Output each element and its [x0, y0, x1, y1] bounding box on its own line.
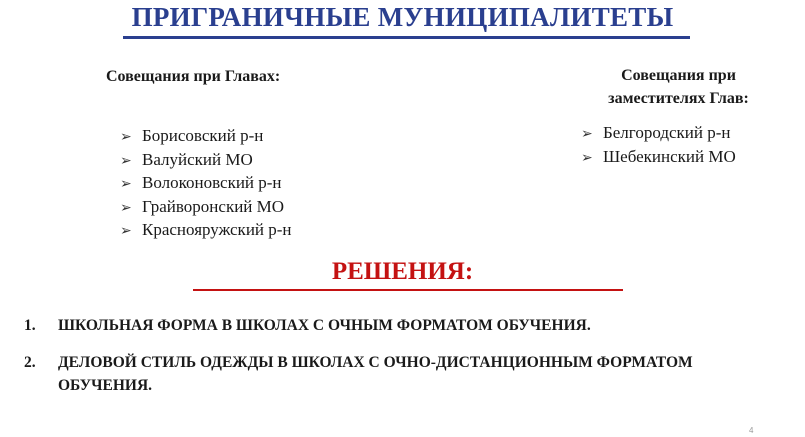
decisions-title: РЕШЕНИЯ: — [331, 258, 474, 285]
list-item-label: Грайворонский МО — [142, 196, 285, 216]
list-item — [120, 218, 292, 242]
list-item-label: Краснояружский р-н — [142, 220, 292, 239]
decision-number: 1. — [24, 317, 36, 334]
decision-item — [24, 314, 784, 337]
right-heading-line2: заместителях Глав: — [608, 90, 749, 107]
arrow-bullet-icon: ➢ — [120, 200, 132, 216]
decision-text: ДЕЛОВОЙ СТИЛЬ ОДЕЖДЫ В ШКОЛАХ С ОЧНО-ДИСТАНЦИОННЫМ ФОРМАТОМ ОБУЧЕНИЯ. — [58, 354, 693, 394]
list-item — [581, 145, 736, 169]
page-number: 4 — [749, 426, 754, 435]
list-item-label: Валуйский МО — [142, 149, 253, 169]
left-heading: Совещания при Главах: — [106, 68, 281, 85]
decision-item — [24, 351, 784, 397]
list-item — [120, 124, 292, 148]
list-item-label: Борисовский р-н — [142, 126, 264, 145]
list-item — [120, 195, 292, 219]
decisions-list — [24, 314, 784, 411]
arrow-bullet-icon: ➢ — [581, 127, 593, 142]
list-item-label: Шебекинский МО — [603, 146, 736, 166]
right-heading — [586, 64, 771, 110]
arrow-bullet-icon: ➢ — [120, 177, 132, 192]
decision-text: ШКОЛЬНАЯ ФОРМА В ШКОЛАХ С ОЧНЫМ ФОРМАТОМ ОБУЧЕНИЯ. — [58, 317, 591, 334]
right-heading-line1: Совещания при — [621, 67, 736, 84]
list-item — [581, 121, 736, 145]
list-item-label: Волоконовский р-н — [142, 173, 282, 192]
slide-title: ПРИГРАНИЧНЫЕ МУНИЦИПАЛИТЕТЫ — [131, 2, 674, 32]
list-item — [120, 171, 292, 195]
left-list — [120, 124, 292, 242]
arrow-bullet-icon: ➢ — [120, 153, 132, 169]
decisions-underline — [193, 289, 623, 291]
arrow-bullet-icon: ➢ — [120, 130, 132, 145]
right-list — [581, 121, 736, 168]
title-underline — [123, 36, 690, 39]
arrow-bullet-icon: ➢ — [120, 224, 132, 239]
decision-number: 2. — [24, 354, 36, 371]
list-item — [120, 148, 292, 172]
list-item-label: Белгородский р-н — [603, 123, 731, 142]
arrow-bullet-icon: ➢ — [581, 150, 593, 166]
